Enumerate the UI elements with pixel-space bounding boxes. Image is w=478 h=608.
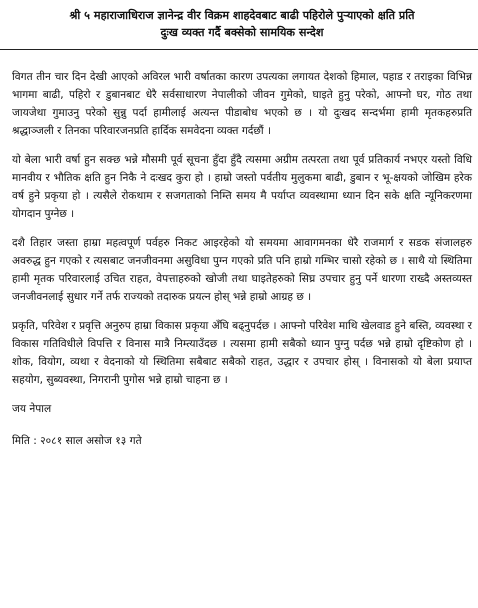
closing-salutation: जय नेपाल bbox=[12, 403, 52, 415]
paragraph-3: दशै तिहार जस्ता हाम्रा महत्वपूर्ण पर्वहरु निकट आइरहेको यो समयमा आवागमनका धेरै राजमार्ग र सडक संजालहरु अवरुद्ध हुन गएको र त्यसबाट जनजीवनमा असुविधा पुग्न गएको प्रति पनि हाम्रो गम्भिर चासो रहेको छ । साथै यो स्थितिमा हामी मृतक परिवारलाई उचित राहत, वेपत्ताहरुको खोजी तथा घाइतेहरुको सिघ्र उपचार हुनु पर्ने धारणा राख्दै अस्तव्यस्त जनजीवनलाई सुधार गर्ने तर्फ राज्यको तदारुक प्रयत्न होस् भन्ने हाम्रो आग्रह छ । bbox=[12, 237, 472, 303]
title-line-1: श्री ५ महाराजाधिराज ज्ञानेन्द्र वीर विक्रम शाहदेवबाट बाढी पहिरोले पुर्‍याएको क्षति प्रति bbox=[69, 9, 415, 22]
message-date: मिति : २०८१ साल असोज १३ गते bbox=[12, 435, 142, 447]
message-body bbox=[12, 68, 472, 450]
paragraph-4: प्रकृति, परिवेश र प्रवृत्ति अनुरुप हाम्रा विकास प्रकृया अँघि बढ्नुपर्दछ । आफ्नो परिवेश माथि खेलवाड हुने बस्ति, व्यवस्था र विकास गतिविधीले विपत्ति र विनास मात्रै निम्त्याउँदछ । त्यसमा हामी सबैको ध्यान पुग्नु पर्दछ भन्ने हाम्रो दृष्टिकोण हो । शोक, वियोग, व्यथा र वेदनाको यो स्थितिमा सबैबाट सबैको राहत, उद्धार र उपचार होस् । विनासको यो बेला प्रयाप्त सहयोग, सुब्यवस्था, निगरानी पुगोस भन्ने हाम्रो चाहना छ । bbox=[12, 320, 472, 386]
paragraph-2: यो बेला भारी वर्षा हुन सक्छ भन्ने मौसमी पूर्व सूचना हुँदा हुँदै त्यसमा अग्रीम तत्परता तथा पूर्व प्रतिकार्य नभएर यस्तो विधि मानवीय र भौतिक क्षति हुन निकै ने दःखद कुरा हो । हाम्रो जस्तो पर्वतीय मुलुकमा बाढी, डुबान र भू-क्षयको जोखिम हरेक वर्ष हुने प्रकृया हो । त्यसैले रोकथाम र सजगताको निम्ति समय मै पर्याप्त व्यवस्थामा ध्यान दिन सके क्षति न्यूनिकरणमा योगदान पुग्नेछ । bbox=[12, 154, 472, 220]
title-divider bbox=[0, 49, 478, 50]
document-title bbox=[12, 0, 472, 41]
paragraph-1: विगत तीन चार दिन देखी आएको अविरल भारी वर्षातका कारण उपत्यका लगायत देशको हिमाल, पहाड र तराइका विभिन्न भागमा बाढी, पहिरो र डुबानबाट धेरै सर्वसाधारण नेपालीको जीवन गुमेको, घाइते हुनु परेको, आफ्नो घर, गोठ तथा जायजेथा गुमाउनु परेको सुन्नु पर्दा हामीलाई अत्यन्त पीडाबोध भएको छ । यो दुःखद सन्दर्भमा हामी मृतकहरुप्रति श्रद्धाञ्जली र तिनका परिवारजनप्रति हार्दिक समवेदना व्यक्त गर्दछौं । bbox=[12, 71, 472, 137]
title-line-2: दुःख व्यक्त गर्दै बक्सेको सामयिक सन्देश bbox=[160, 26, 324, 39]
